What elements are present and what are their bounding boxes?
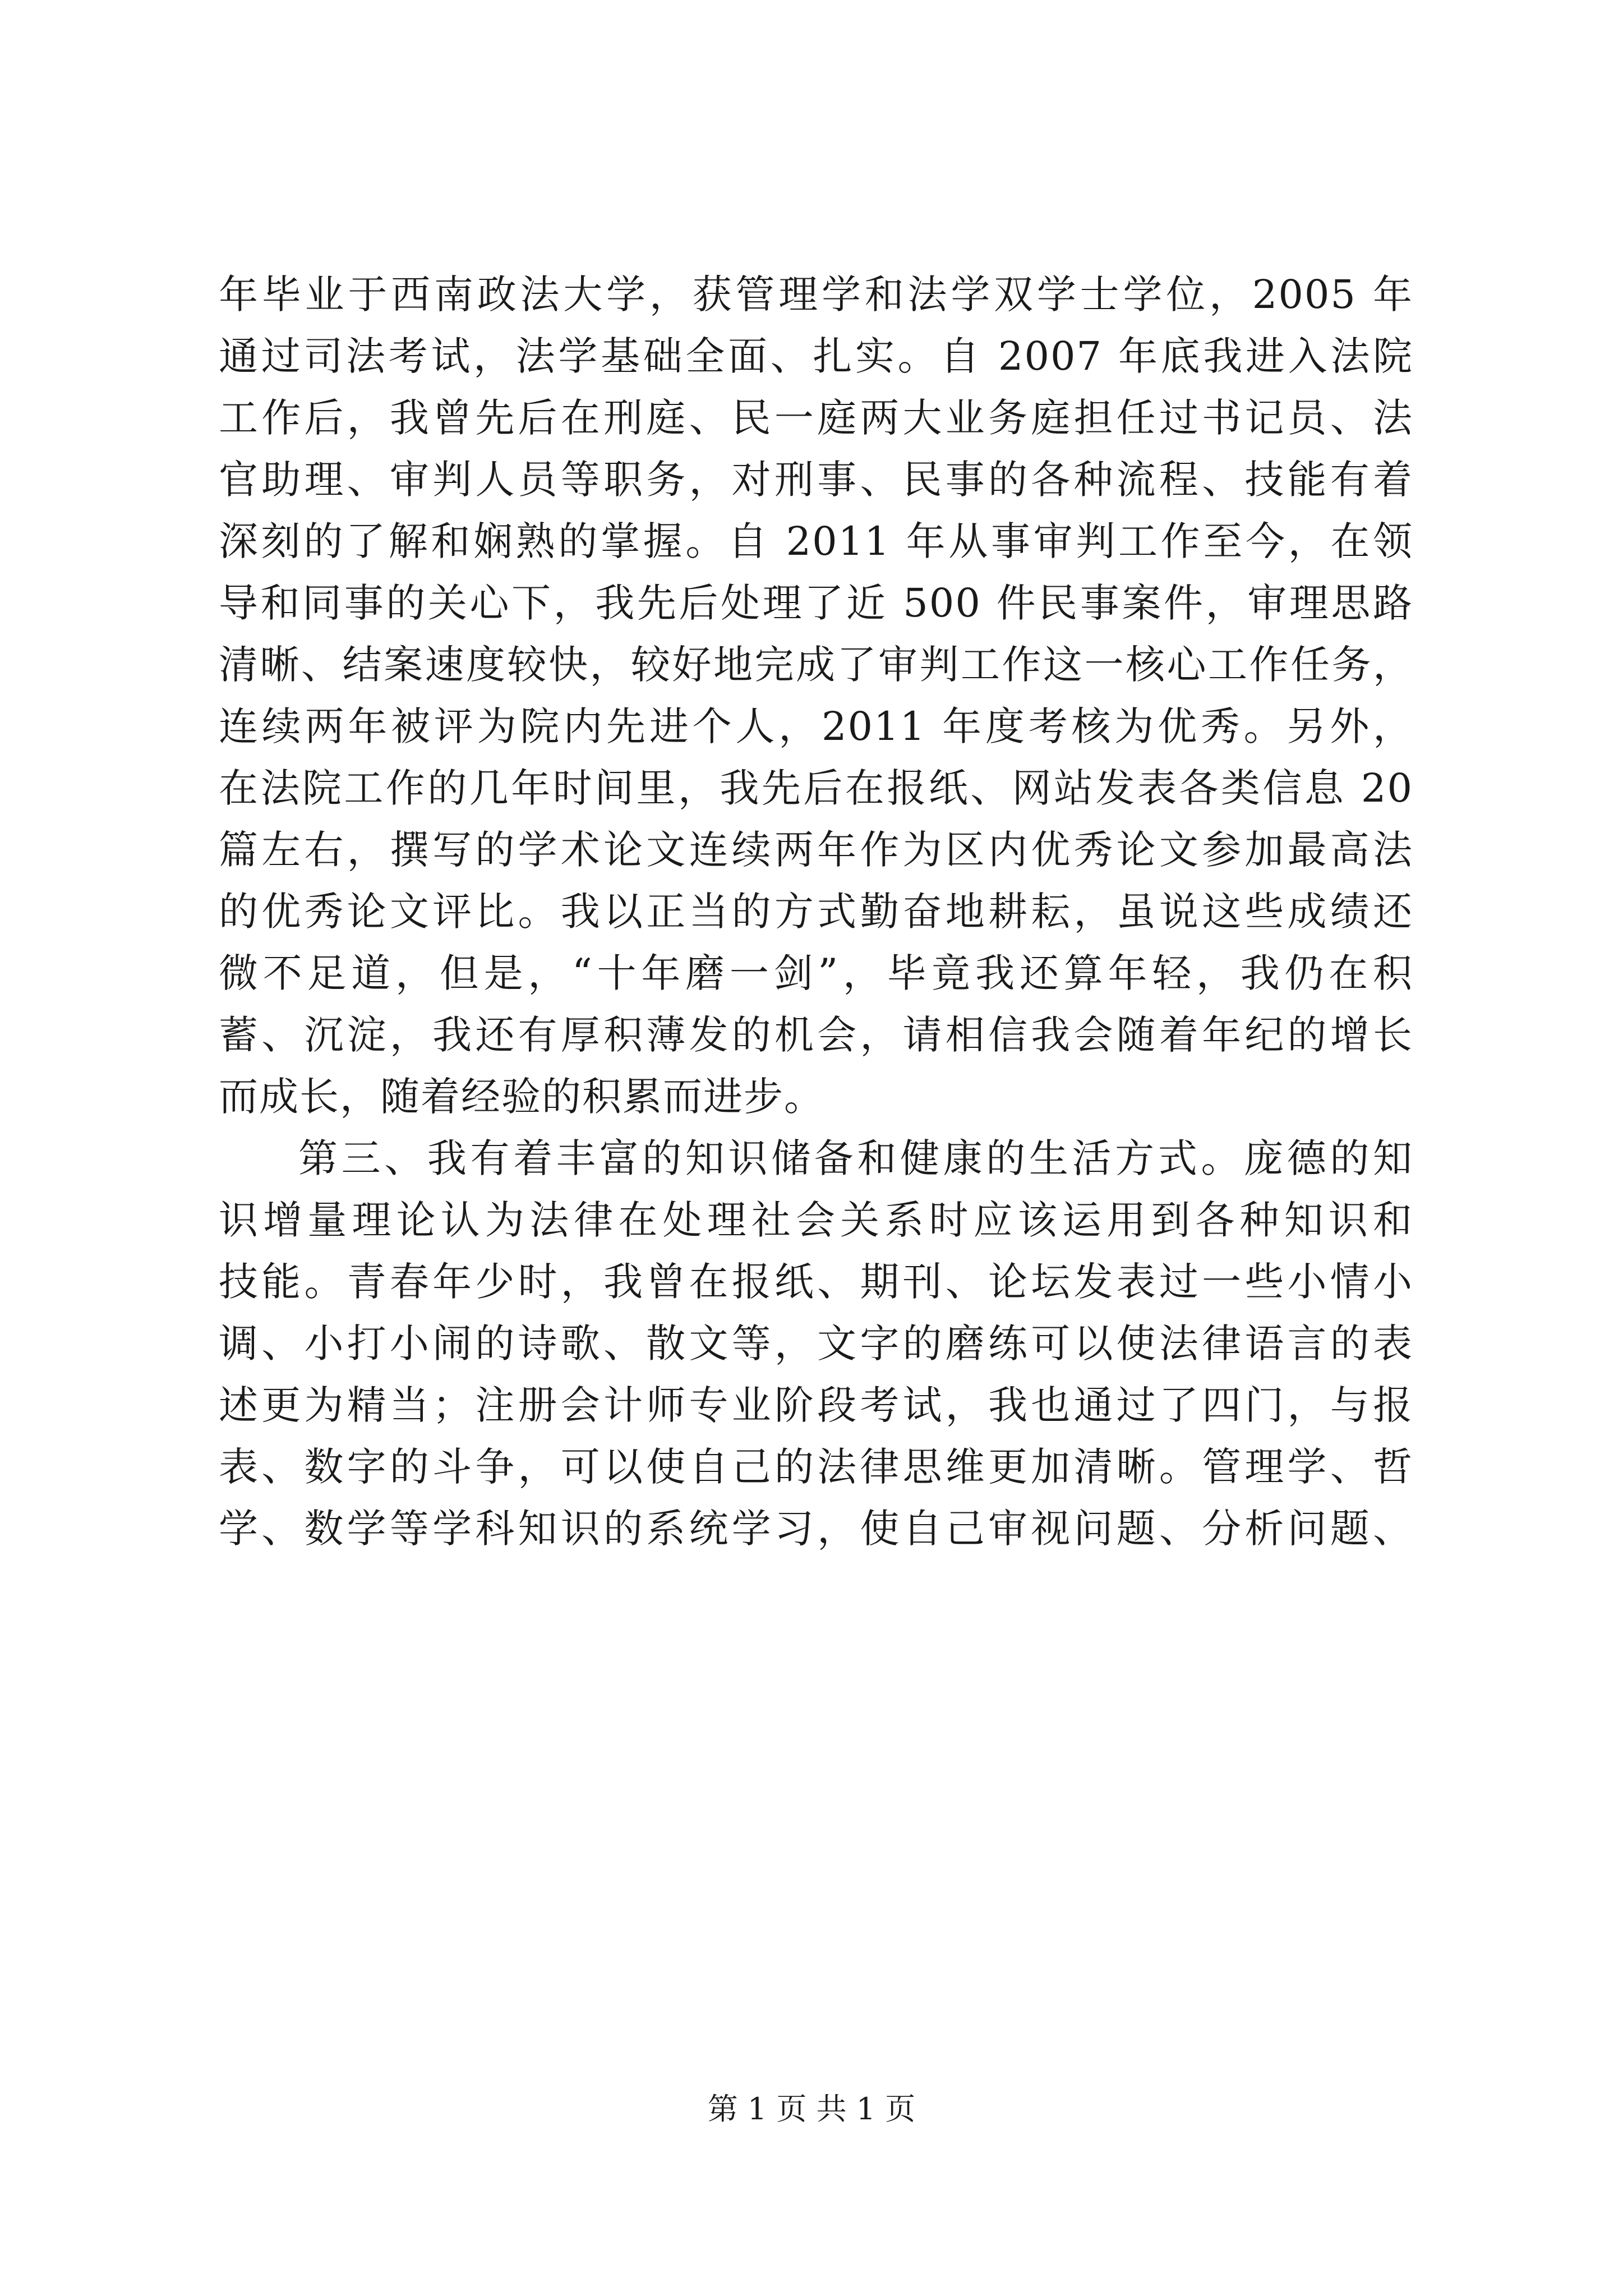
text-line: 表、数字的斗争，可以使自己的法律思维更加清晰。管理学、哲 [219,1444,1413,1490]
text-line: 微不足道，但是，“十年磨一剑”，毕竟我还算年轻，我仍在积 [219,950,1413,996]
text-line: 的优秀论文评比。我以正当的方式勤奋地耕耘，虽说这些成绩还 [219,889,1413,935]
text-line: 篇左右，撰写的学术论文连续两年作为区内优秀论文参加最高法 [219,827,1413,873]
text-line: 述更为精当；注册会计师专业阶段考试，我也通过了四门，与报 [219,1382,1413,1428]
text-line: 学、数学等学科知识的系统学习，使自己审视问题、分析问题、 [219,1506,1413,1552]
text-line: 工作后，我曾先后在刑庭、民一庭两大业务庭担任过书记员、法 [219,395,1413,441]
text-line: 深刻的了解和娴熟的掌握。自 2011 年从事审判工作至今，在领 [219,518,1413,564]
text-line: 在法院工作的几年时间里，我先后在报纸、网站发表各类信息 20 [219,765,1413,811]
text-line: 第三、我有着丰富的知识储备和健康的生活方式。庞德的知 [298,1135,1413,1181]
text-line: 官助理、审判人员等职务，对刑事、民事的各种流程、技能有着 [219,457,1413,503]
text-line: 技能。青春年少时，我曾在报纸、期刊、论坛发表过一些小情小 [219,1259,1413,1305]
text-line: 连续两年被评为院内先进个人，2011 年度考核为优秀。另外， [219,703,1413,749]
document-body [219,264,1413,1559]
text-line: 识增量理论认为法律在处理社会关系时应该运用到各种知识和 [219,1197,1413,1243]
text-line: 年毕业于西南政法大学，获管理学和法学双学士学位，2005 年 [219,272,1413,318]
text-line: 通过司法考试，法学基础全面、扎实。自 2007 年底我进入法院 [219,333,1413,379]
text-line: 导和同事的关心下，我先后处理了近 500 件民事案件，审理思路 [219,580,1413,626]
text-line: 而成长，随着经验的积累而进步。 [219,1074,824,1120]
text-line: 调、小打小闹的诗歌、散文等，文字的磨练可以使法律语言的表 [219,1320,1413,1366]
page-number-footer: 第 1 页 共 1 页 [707,2091,916,2127]
text-line: 蓄、沉淀，我还有厚积薄发的机会，请相信我会随着年纪的增长 [219,1012,1413,1058]
text-line: 清晰、结案速度较快，较好地完成了审判工作这一核心工作任务， [219,642,1413,688]
